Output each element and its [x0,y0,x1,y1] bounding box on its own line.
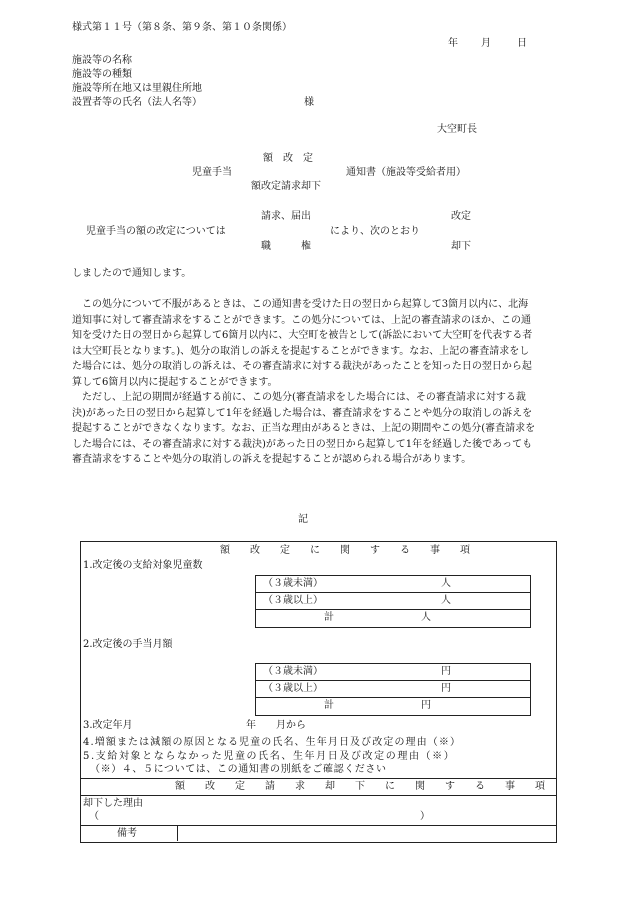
intro-col2-bottom: 却下 [451,241,471,252]
table-note: （※）４、５については、この通知書の別紙をご確認ください [90,764,387,775]
date-day-label: 日 [517,38,527,49]
item4-label: 4.増額または減額の原因となる児童の氏名、生年月日及び改定の理由（※） [83,737,462,748]
count-under3-unit: 人 [441,578,451,589]
form-number: 様式第１１号（第８条、第９条、第１０条関係） [72,22,292,33]
title-bottom: 額改定請求却下 [251,181,321,192]
date-month-label: 月 [481,38,491,49]
amount-over3-label: （３歳以上） [263,683,323,694]
amount-total-unit: 円 [421,700,431,711]
reject-reason-label: 却下した理由 [83,798,143,809]
count-over3-label: （３歳以上） [263,595,323,606]
item2-label: 2.改定後の手当月額 [83,639,173,650]
date-year-label: 年 [448,38,458,49]
item5-label: 5.支給対象とならなかった児童の氏名、生年月日及び改定の理由（※） [83,751,456,762]
title-right: 通知書（施設等受給者用） [346,167,466,178]
intro-prefix: 児童手当の額の改定については [86,226,226,237]
notice-paragraph-1: この処分について不服があるときは、この通知書を受けた日の翌日から起算して3箇月以内に、北海道知事に対して審査請求をすることができます。この処分については、上記の審査請求のほか、この通知を受けた日の翌日から起算して6箇月以内に、大空町を被告として(訴訟において大空町を代表する者は大空町長となります。)、処分の取消しの訴えを提起することができます。なお、上記の審査請求をした場合には、処分の取消しの訴えは、その審査請求に対する裁決があったことを知った日の翌日から起算して6箇月以内に提起することができます。 [72,299,533,388]
amount-under3-unit: 円 [441,666,451,677]
count-under3-label: （３歳未満） [263,578,323,589]
facility-address-label: 施設等所在地又は里親住所地 [72,83,202,94]
honorific: 様 [304,97,314,108]
title-top: 額 改 定 [263,153,313,164]
item1-label: 1.改定後の支給対象児童数 [83,560,203,571]
item3-label: 3.改定年月 [83,720,133,731]
notice-paragraph-2: ただし、上記の期間が経過する前に、この処分(審査請求をした場合には、その審査請求に対する裁決)があった日の翌日から起算して1年を経過した場合は、審査請求をすることや処分の取消しの訴えを提起することができなくなります。なお、正当な理由があるときは、上記の期間やこの処分(審査請求をした場合には、その審査請求に対する裁決)があった日の翌日から起算して1年を経過した後であっても審査請求をすることや処分の取消しの訴えを提起することが認められる場合があります。 [72,392,536,465]
intro-closing: しましたので通知します。 [72,268,192,279]
facility-type-label: 施設等の種類 [72,69,132,80]
notice [72,297,536,468]
facility-name-label: 施設等の名称 [72,55,132,66]
count-total-label: 計 [324,612,334,623]
intro-col2-top: 改定 [451,211,471,222]
founder-name-label: 設置者等の氏名（法人名等） [72,97,202,108]
section2-title: 額 改 定 請 求 却 下 に 関 す る 事 項 [175,781,550,792]
count-total-unit: 人 [421,612,431,623]
amount-over3-unit: 円 [441,683,451,694]
reject-reason-close: ） [420,811,430,822]
intro-col1-bottom: 職 権 [261,241,311,252]
section1-title: 額 改 定 に 関 す る 事 項 [220,545,475,556]
title-left: 児童手当 [192,167,232,178]
amount-under3-label: （３歳未満） [263,666,323,677]
count-over3-unit: 人 [441,595,451,606]
reject-reason-open: （ [89,811,99,822]
issuer: 大空町長 [437,124,477,135]
intro-col1-top: 請求、届出 [261,211,311,222]
intro-middle: により、次のとおり [330,226,420,237]
amount-total-label: 計 [324,700,334,711]
remarks-label: 備考 [117,828,137,839]
item3-value: 年 月から [246,720,306,731]
ki-mark: 記 [298,514,308,525]
